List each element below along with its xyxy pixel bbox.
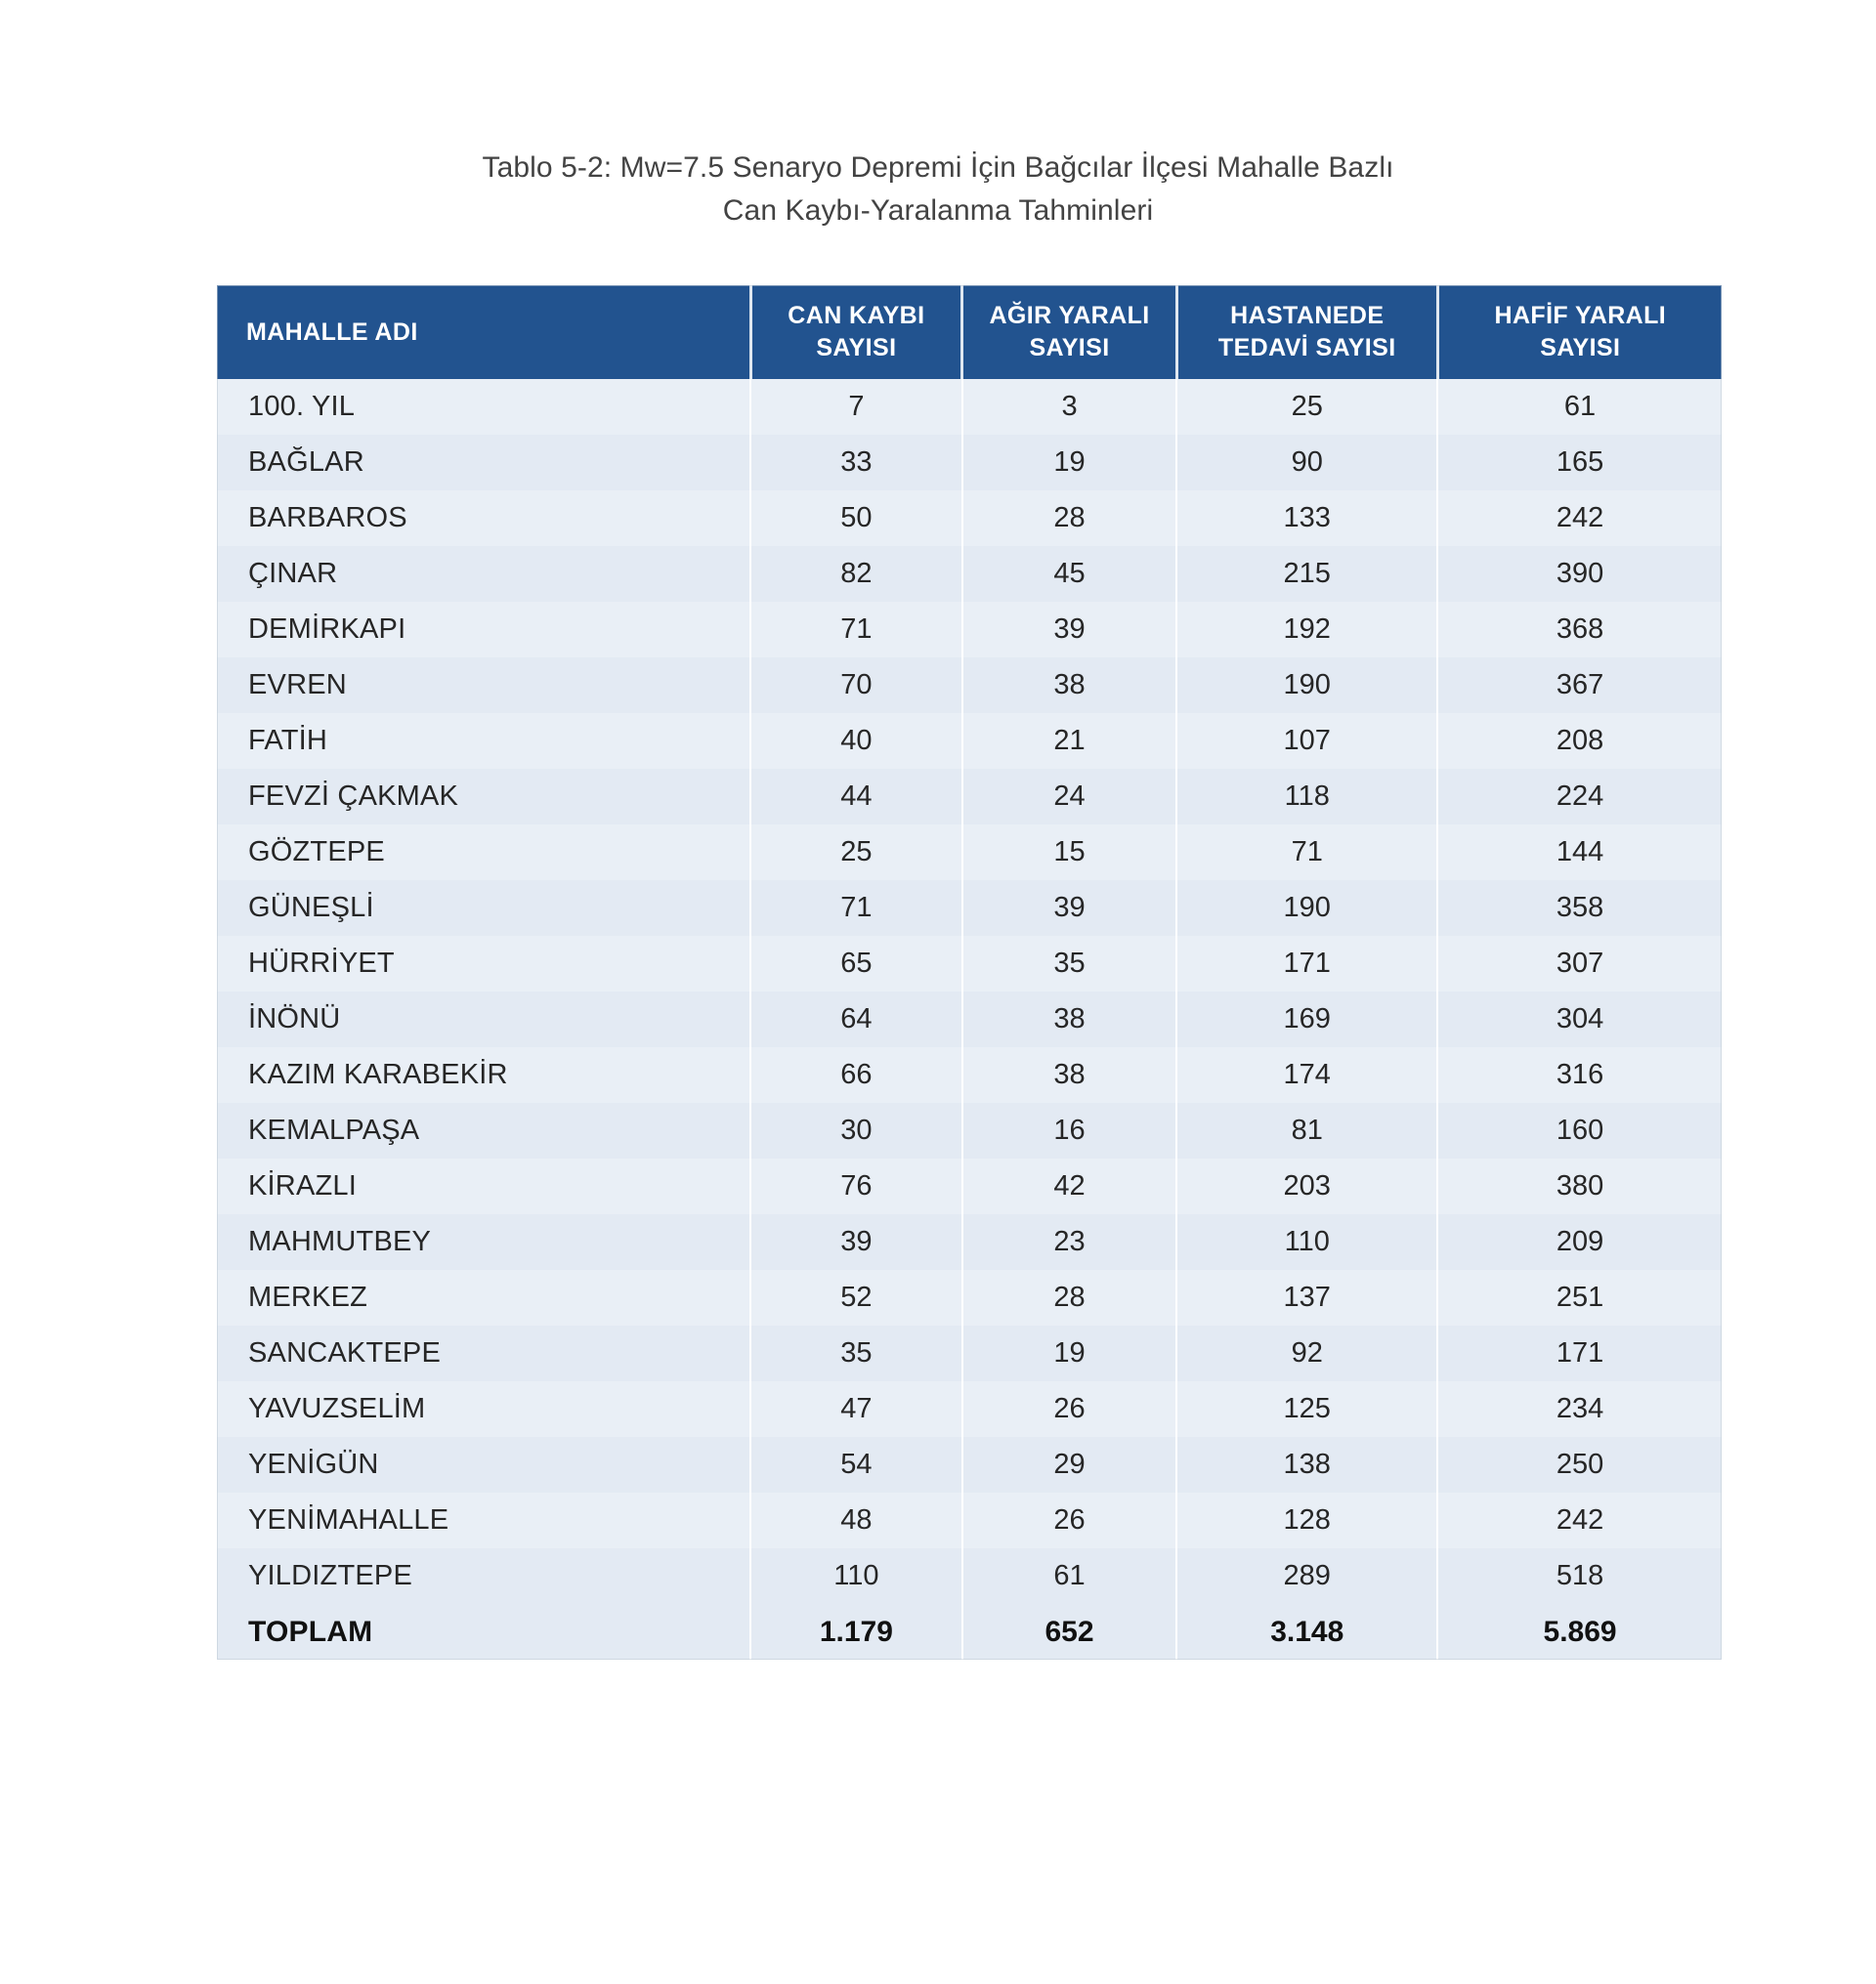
header-line-2: TEDAVİ SAYISI	[1217, 334, 1396, 361]
table-row	[217, 657, 1722, 713]
column-header-mahalle-adi	[217, 285, 750, 379]
cell-hastanede-tedavi: 169	[1176, 992, 1437, 1047]
cell-mahalle-adi: SANCAKTEPE	[217, 1326, 750, 1381]
cell-hafif-yarali: 209	[1437, 1214, 1722, 1270]
cell-hastanede-tedavi: 203	[1176, 1159, 1437, 1214]
cell-can-kaybi: 25	[750, 824, 962, 880]
table-row	[217, 1381, 1722, 1437]
total-label: TOPLAM	[217, 1604, 750, 1660]
cell-hastanede-tedavi: 90	[1176, 435, 1437, 490]
cell-can-kaybi: 71	[750, 880, 962, 936]
table-header	[217, 285, 1722, 379]
cell-hafif-yarali: 251	[1437, 1270, 1722, 1326]
cell-hastanede-tedavi: 174	[1176, 1047, 1437, 1103]
cell-mahalle-adi: HÜRRİYET	[217, 936, 750, 992]
table-body	[217, 379, 1722, 1660]
cell-hafif-yarali: 358	[1437, 880, 1722, 936]
cell-hafif-yarali: 316	[1437, 1047, 1722, 1103]
caption-line-1: Tablo 5-2: Mw=7.5 Senaryo Depremi İçin Bağcılar İlçesi Mahalle Bazlı	[482, 151, 1394, 184]
cell-agir-yarali: 38	[962, 657, 1177, 713]
table-row	[217, 1103, 1722, 1159]
table-row	[217, 490, 1722, 546]
table-row	[217, 880, 1722, 936]
cell-can-kaybi: 52	[750, 1270, 962, 1326]
cell-mahalle-adi: FEVZİ ÇAKMAK	[217, 769, 750, 824]
cell-can-kaybi: 66	[750, 1047, 962, 1103]
cell-hafif-yarali: 518	[1437, 1548, 1722, 1604]
cell-hafif-yarali: 144	[1437, 824, 1722, 880]
table-row	[217, 1270, 1722, 1326]
header-line-1: CAN KAYBI	[788, 302, 925, 329]
cell-hastanede-tedavi: 133	[1176, 490, 1437, 546]
cell-mahalle-adi: FATİH	[217, 713, 750, 769]
total-can-kaybi: 1.179	[750, 1604, 962, 1660]
table-row	[217, 602, 1722, 657]
cell-hastanede-tedavi: 215	[1176, 546, 1437, 602]
cell-agir-yarali: 39	[962, 602, 1177, 657]
cell-mahalle-adi: BARBAROS	[217, 490, 750, 546]
cell-agir-yarali: 35	[962, 936, 1177, 992]
cell-agir-yarali: 3	[962, 379, 1177, 435]
cell-agir-yarali: 39	[962, 880, 1177, 936]
header-line-1: HAFİF YARALI	[1494, 302, 1667, 329]
cell-can-kaybi: 44	[750, 769, 962, 824]
header-row	[217, 285, 1722, 379]
casualty-estimates-table	[217, 285, 1722, 1660]
cell-mahalle-adi: YAVUZSELİM	[217, 1381, 750, 1437]
cell-agir-yarali: 24	[962, 769, 1177, 824]
cell-mahalle-adi: KAZIM KARABEKİR	[217, 1047, 750, 1103]
table-row	[217, 1047, 1722, 1103]
total-hastanede-tedavi: 3.148	[1176, 1604, 1437, 1660]
cell-agir-yarali: 45	[962, 546, 1177, 602]
cell-mahalle-adi: DEMİRKAPI	[217, 602, 750, 657]
cell-mahalle-adi: MAHMUTBEY	[217, 1214, 750, 1270]
cell-mahalle-adi: KİRAZLI	[217, 1159, 750, 1214]
table-row	[217, 713, 1722, 769]
cell-mahalle-adi: YENİMAHALLE	[217, 1493, 750, 1548]
cell-hafif-yarali: 208	[1437, 713, 1722, 769]
column-header-agir-yarali-sayisi	[962, 285, 1177, 379]
table-row	[217, 1548, 1722, 1604]
cell-can-kaybi: 39	[750, 1214, 962, 1270]
table-row	[217, 1326, 1722, 1381]
cell-hastanede-tedavi: 125	[1176, 1381, 1437, 1437]
cell-hastanede-tedavi: 110	[1176, 1214, 1437, 1270]
cell-hafif-yarali: 307	[1437, 936, 1722, 992]
cell-hafif-yarali: 224	[1437, 769, 1722, 824]
cell-hafif-yarali: 165	[1437, 435, 1722, 490]
column-header-hastanede-tedavi-sayisi	[1176, 285, 1437, 379]
cell-agir-yarali: 28	[962, 1270, 1177, 1326]
table-container	[217, 285, 1722, 1660]
table-row	[217, 435, 1722, 490]
cell-hastanede-tedavi: 71	[1176, 824, 1437, 880]
cell-mahalle-adi: BAĞLAR	[217, 435, 750, 490]
cell-agir-yarali: 15	[962, 824, 1177, 880]
cell-hastanede-tedavi: 190	[1176, 880, 1437, 936]
cell-agir-yarali: 38	[962, 992, 1177, 1047]
header-line-2: SAYISI	[1540, 334, 1621, 361]
cell-can-kaybi: 65	[750, 936, 962, 992]
cell-mahalle-adi: KEMALPAŞA	[217, 1103, 750, 1159]
cell-agir-yarali: 21	[962, 713, 1177, 769]
table-row	[217, 992, 1722, 1047]
table-row	[217, 1159, 1722, 1214]
table-caption	[0, 147, 1876, 232]
cell-hastanede-tedavi: 171	[1176, 936, 1437, 992]
table-row	[217, 824, 1722, 880]
table-row	[217, 379, 1722, 435]
cell-can-kaybi: 76	[750, 1159, 962, 1214]
cell-agir-yarali: 23	[962, 1214, 1177, 1270]
cell-hastanede-tedavi: 138	[1176, 1437, 1437, 1493]
cell-hafif-yarali: 367	[1437, 657, 1722, 713]
cell-hafif-yarali: 380	[1437, 1159, 1722, 1214]
cell-agir-yarali: 26	[962, 1381, 1177, 1437]
cell-hastanede-tedavi: 25	[1176, 379, 1437, 435]
table-row	[217, 769, 1722, 824]
cell-can-kaybi: 48	[750, 1493, 962, 1548]
column-header-hafif-yarali-sayisi	[1437, 285, 1722, 379]
cell-hastanede-tedavi: 137	[1176, 1270, 1437, 1326]
total-hafif-yarali: 5.869	[1437, 1604, 1722, 1660]
cell-hastanede-tedavi: 289	[1176, 1548, 1437, 1604]
cell-hafif-yarali: 61	[1437, 379, 1722, 435]
cell-agir-yarali: 16	[962, 1103, 1177, 1159]
cell-mahalle-adi: EVREN	[217, 657, 750, 713]
total-agir-yarali: 652	[962, 1604, 1177, 1660]
cell-hastanede-tedavi: 128	[1176, 1493, 1437, 1548]
cell-agir-yarali: 29	[962, 1437, 1177, 1493]
cell-agir-yarali: 19	[962, 435, 1177, 490]
cell-mahalle-adi: YENİGÜN	[217, 1437, 750, 1493]
cell-can-kaybi: 71	[750, 602, 962, 657]
cell-mahalle-adi: YILDIZTEPE	[217, 1548, 750, 1604]
cell-agir-yarali: 26	[962, 1493, 1177, 1548]
cell-mahalle-adi: GÜNEŞLİ	[217, 880, 750, 936]
cell-hafif-yarali: 250	[1437, 1437, 1722, 1493]
cell-hafif-yarali: 368	[1437, 602, 1722, 657]
header-line-2: SAYISI	[1029, 334, 1110, 361]
header-line-1: MAHALLE ADI	[246, 317, 418, 346]
cell-agir-yarali: 61	[962, 1548, 1177, 1604]
cell-can-kaybi: 54	[750, 1437, 962, 1493]
header-line-1: HASTANEDE	[1230, 302, 1385, 329]
cell-agir-yarali: 38	[962, 1047, 1177, 1103]
cell-mahalle-adi: GÖZTEPE	[217, 824, 750, 880]
cell-hastanede-tedavi: 81	[1176, 1103, 1437, 1159]
table-row	[217, 546, 1722, 602]
cell-agir-yarali: 42	[962, 1159, 1177, 1214]
cell-hafif-yarali: 304	[1437, 992, 1722, 1047]
table-total-row	[217, 1604, 1722, 1660]
header-line-1: AĞIR YARALI	[989, 302, 1150, 329]
table-row	[217, 1437, 1722, 1493]
cell-can-kaybi: 33	[750, 435, 962, 490]
cell-hafif-yarali: 171	[1437, 1326, 1722, 1381]
cell-hastanede-tedavi: 190	[1176, 657, 1437, 713]
cell-can-kaybi: 70	[750, 657, 962, 713]
cell-hafif-yarali: 390	[1437, 546, 1722, 602]
column-header-can-kaybi-sayisi	[750, 285, 962, 379]
cell-can-kaybi: 7	[750, 379, 962, 435]
cell-hastanede-tedavi: 192	[1176, 602, 1437, 657]
cell-agir-yarali: 28	[962, 490, 1177, 546]
cell-mahalle-adi: MERKEZ	[217, 1270, 750, 1326]
cell-hafif-yarali: 234	[1437, 1381, 1722, 1437]
cell-can-kaybi: 30	[750, 1103, 962, 1159]
cell-can-kaybi: 110	[750, 1548, 962, 1604]
cell-can-kaybi: 64	[750, 992, 962, 1047]
cell-can-kaybi: 50	[750, 490, 962, 546]
cell-can-kaybi: 82	[750, 546, 962, 602]
cell-mahalle-adi: İNÖNÜ	[217, 992, 750, 1047]
cell-agir-yarali: 19	[962, 1326, 1177, 1381]
cell-hastanede-tedavi: 107	[1176, 713, 1437, 769]
cell-can-kaybi: 40	[750, 713, 962, 769]
cell-hafif-yarali: 242	[1437, 1493, 1722, 1548]
cell-can-kaybi: 47	[750, 1381, 962, 1437]
table-row	[217, 936, 1722, 992]
table-row	[217, 1214, 1722, 1270]
cell-hafif-yarali: 160	[1437, 1103, 1722, 1159]
header-line-2: SAYISI	[816, 334, 897, 361]
cell-hastanede-tedavi: 92	[1176, 1326, 1437, 1381]
cell-hafif-yarali: 242	[1437, 490, 1722, 546]
caption-line-2: Can Kaybı-Yaralanma Tahminleri	[722, 194, 1154, 227]
table-row	[217, 1493, 1722, 1548]
cell-hastanede-tedavi: 118	[1176, 769, 1437, 824]
cell-mahalle-adi: 100. YIL	[217, 379, 750, 435]
cell-mahalle-adi: ÇINAR	[217, 546, 750, 602]
cell-can-kaybi: 35	[750, 1326, 962, 1381]
